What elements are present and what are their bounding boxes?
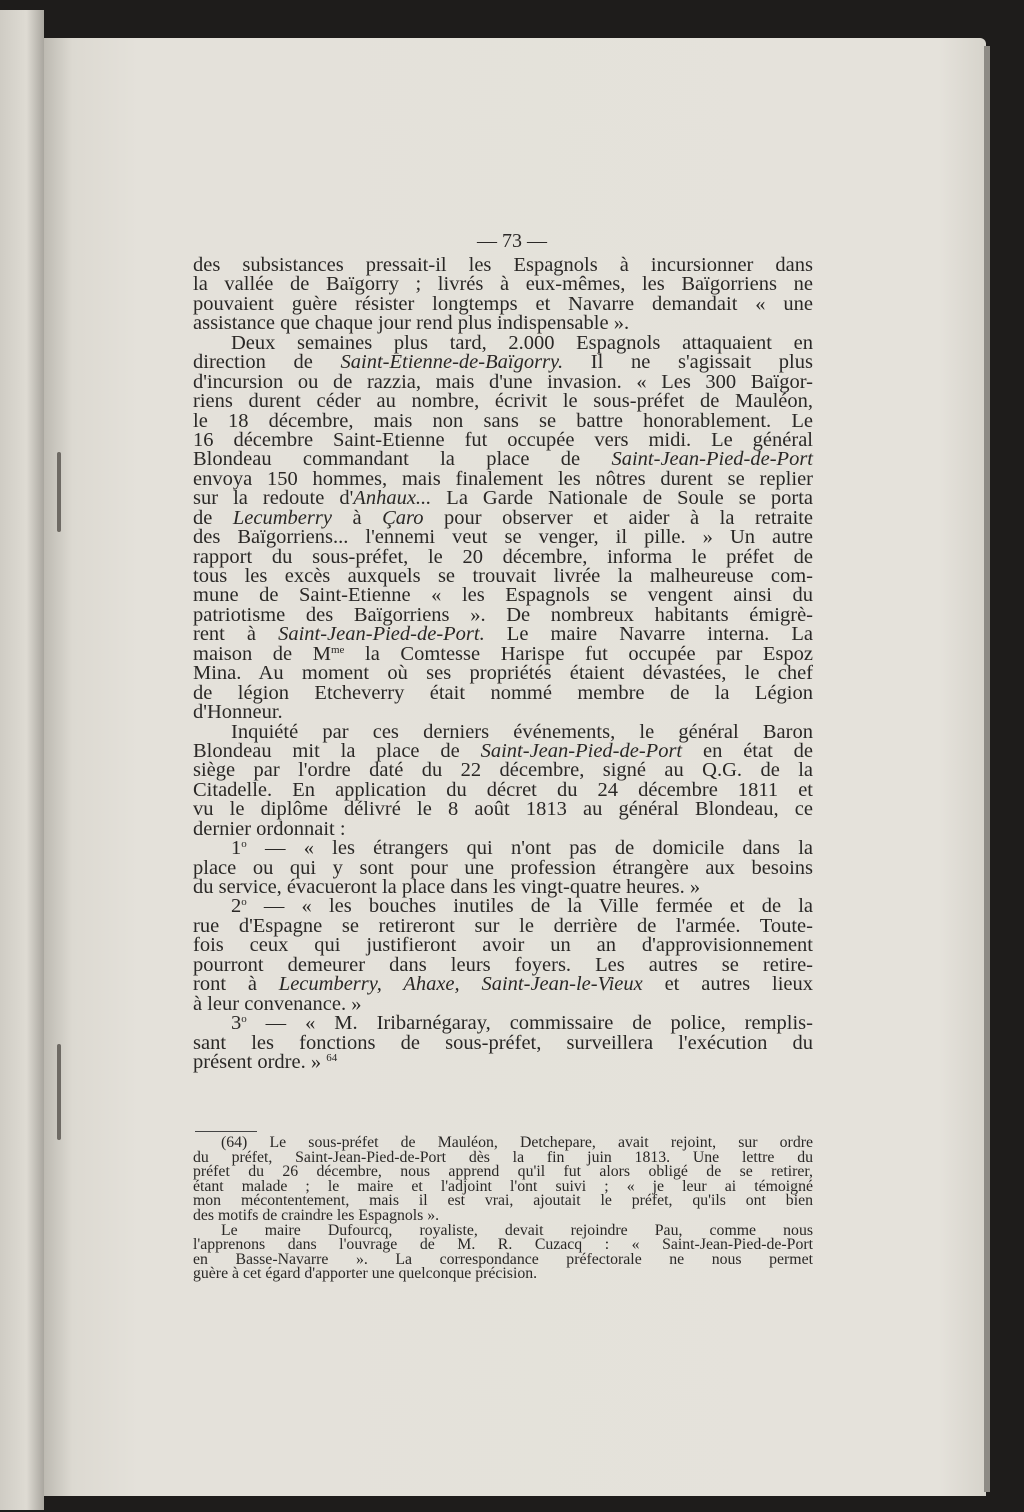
text-run: — « les bouches inutiles de la Ville fermée et de la	[246, 895, 813, 918]
text-run: pourront demeurer dans leurs foyers. Les autres se retire-	[193, 953, 813, 976]
footnotes	[193, 1136, 813, 1282]
text-run: Deux semaines plus tard, 2.000 Espagnols attaquaient en	[231, 331, 813, 354]
text-line	[193, 1050, 813, 1073]
text-run: rue d'Espagne se retireront sur le derrière de l'armée. Toute-	[193, 914, 813, 937]
superscript: o	[241, 838, 247, 851]
text-run: du service, évacueront la place dans les vingt-quatre heures. »	[193, 876, 701, 898]
text-run: (64) Le sous-préfet de Mauléon, Detchepare, avait rejoint, sur ordre	[221, 1134, 813, 1151]
text-run: fois ceux qui justifieront avoir un an d'approvisionnement	[193, 934, 813, 957]
italic-text: Lecumberry	[232, 506, 332, 529]
text-run: pour observer et aider à la retraite	[423, 506, 813, 529]
text-run: Blondeau commandant la place de	[193, 448, 612, 471]
italic-text: Saint-Jean-Pied-de-Port	[480, 739, 683, 762]
text-run: en Basse-Navarre ». La correspondance préfectorale ne nous permet	[193, 1250, 813, 1268]
text-run: d'incursion ou de razzia, mais d'une invasion. « Les 300 Baïgor-	[193, 370, 813, 393]
superscript: me	[330, 643, 345, 656]
text-run: des subsistances pressait-il les Espagnols à incursionner dans	[193, 254, 813, 276]
text-run: des motifs de craindre les Espagnols ».	[193, 1206, 440, 1224]
binding-staple-bottom	[57, 1044, 61, 1140]
text-run: rapport du sous-préfet, le 20 décembre, informa le préfet de	[193, 545, 813, 568]
text-run: rent à	[193, 623, 279, 646]
text-run: pouvaient guère résister longtemps et Navarre demandait « une	[193, 292, 813, 315]
text-run: Citadelle. En application du décret du 24 décembre 1811 et	[193, 778, 813, 801]
text-run: en état de	[682, 739, 813, 762]
italic-text: Anhaux...	[353, 487, 432, 510]
text-run: sur la redoute d'	[193, 487, 354, 510]
text-run: riens durent céder au nombre, écrivit le sous-préfet de Mauléon,	[193, 390, 813, 413]
footnote-rule	[195, 1131, 257, 1132]
text-run: Il ne s'agissait plus	[563, 351, 813, 374]
text-run: ront à	[193, 973, 279, 996]
text-run: dernier ordonnait :	[193, 817, 346, 840]
text-run: mune de Saint-Etienne « les Espagnols se vengent ainsi du	[193, 584, 813, 607]
text-run: patriotisme des Baïgorriens ». De nombreux habitants émigrè-	[193, 603, 813, 626]
text-run: sant les fonctions de sous-préfet, surveillera l'exécution du	[193, 1031, 813, 1054]
text-run: d'Honneur.	[193, 701, 283, 724]
superscript: 64	[326, 1051, 338, 1064]
italic-text: Saint-Jean-Pied-de-Port	[611, 448, 813, 471]
text-run: étant malade ; le maire et l'adjoint l'ont suivi ; « je leur ai témoigné	[193, 1177, 813, 1195]
text-run: — « M. Iribarnégaray, commissaire de police, remplis-	[246, 1012, 813, 1035]
italic-text: Çaro	[382, 506, 424, 529]
text-run: et autres lieux	[642, 973, 813, 996]
page-stack-edge	[984, 46, 990, 1492]
text-run: tous les excès auxquels se trouvait livrée la malheureuse com-	[193, 565, 813, 587]
text-run: Le maire Navarre interna. La	[484, 623, 813, 646]
text-run: Le maire Dufourcq, royaliste, devait rejoindre Pau, comme nous	[221, 1221, 813, 1239]
text-run: — « les étrangers qui n'ont pas de domicile dans la	[246, 837, 813, 860]
text-run: de	[193, 506, 233, 529]
text-line	[193, 681, 813, 704]
text-run: présent ordre. »	[193, 1050, 327, 1073]
text-run: direction de	[193, 351, 341, 374]
footnote-line	[193, 1267, 813, 1282]
text-run: 1	[231, 837, 242, 860]
text-run: le 18 décembre, mais non sans se battre honorablement. Le	[193, 409, 813, 432]
text-run: l'apprenons dans l'ouvrage de M. R. Cuzacq : « Saint-Jean-Pied-de-Port	[193, 1236, 813, 1254]
binding-staple-top	[57, 452, 61, 532]
text-run: assistance que chaque jour rend plus indispensable ».	[193, 312, 630, 335]
text-run: 2	[231, 895, 242, 918]
text-run: Inquiété par ces derniers événements, le général Baron	[231, 720, 813, 743]
text-run: à	[331, 506, 383, 529]
italic-text: Saint-Jean-Pied-de-Port.	[278, 623, 485, 646]
text-run: Blondeau mit la place de	[193, 739, 481, 762]
text-run: 3	[231, 1012, 242, 1035]
text-run: Mina. Au moment où ses propriétés étaient dévastées, le chef	[193, 662, 813, 685]
text-run: à leur convenance. »	[193, 992, 362, 1015]
page-number: — 73 —	[477, 230, 547, 252]
text-run: des Baïgorriens... l'ennemi veut se venger, il pille. » Un autre	[193, 526, 813, 549]
text-run: maison de M	[193, 642, 331, 665]
text-run: la vallée de Baïgorry ; livrés à eux-mêmes, les Baïgorriens ne	[193, 273, 813, 296]
text-run: siège par l'ordre daté du 22 décembre, signé au Q.G. de la	[193, 759, 813, 782]
text-run: place ou qui y sont pour une profession étrangère aux besoins	[193, 856, 813, 879]
text-run: la Comtesse Harispe fut occupée par Espoz	[344, 642, 813, 665]
text-run: préfet du 26 décembre, nous apprend qu'il fut alors obligé de se retirer,	[193, 1163, 813, 1181]
superscript: o	[241, 896, 247, 909]
superscript: o	[241, 1013, 247, 1026]
text-run: guère à cet égard d'apporter une quelconque précision.	[193, 1265, 538, 1283]
italic-text: Saint-Etienne-de-Baïgorry.	[340, 351, 564, 374]
body-text	[193, 256, 813, 1072]
text-run: 16 décembre Saint-Etienne fut occupée vers midi. Le général	[193, 428, 813, 451]
text-run: vu le diplôme délivré le 8 août 1813 au général Blondeau, ce	[193, 798, 813, 821]
text-run: La Garde Nationale de Soule se porta	[431, 487, 813, 510]
text-run: envoya 150 hommes, mais finalement les nôtres durent se replier	[193, 467, 813, 490]
text-run: du préfet, Saint-Jean-Pied-de-Port dès la fin juin 1813. Une lettre du	[193, 1148, 813, 1166]
text-run: de légion Etcheverry était nommé membre de la Légion	[193, 681, 813, 704]
italic-text: Lecumberry, Ahaxe, Saint-Jean-le-Vieux	[278, 973, 643, 996]
text-run: mon mécontentement, mais il est vrai, ajoutait le préfet, qu'ils ont bien	[193, 1192, 813, 1210]
